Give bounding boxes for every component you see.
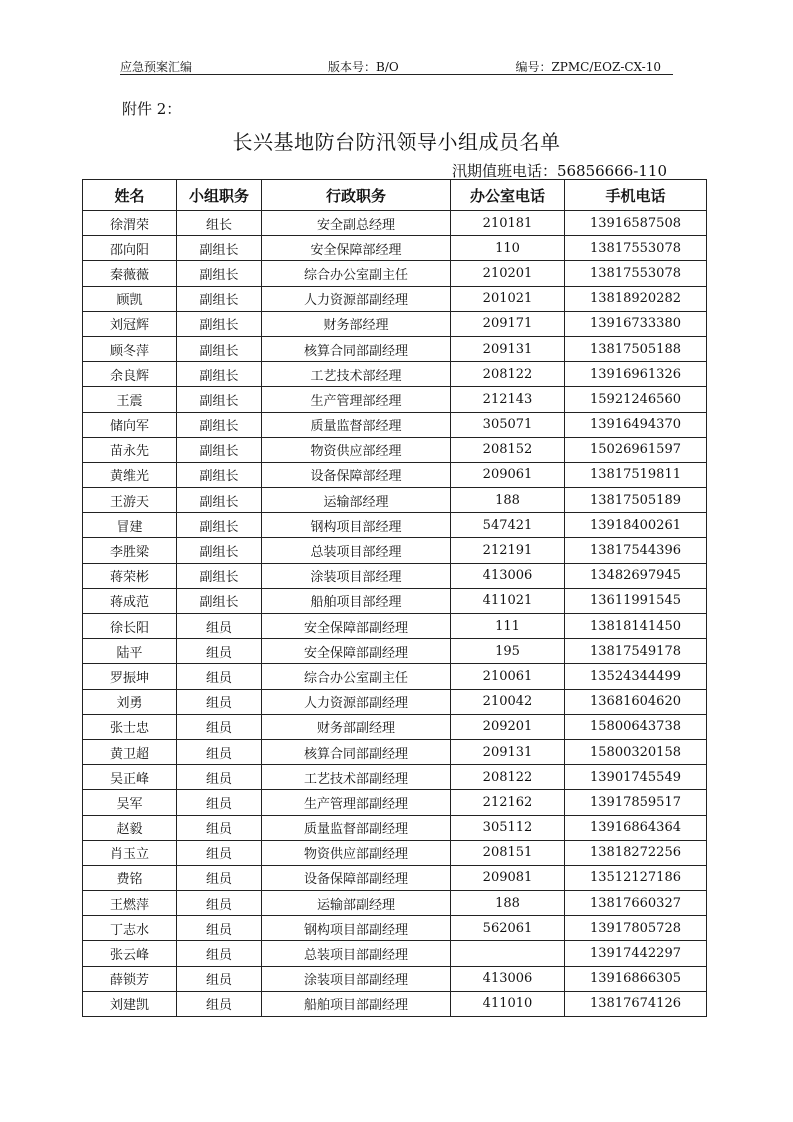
cell-mobile-phone: 13916587508	[565, 211, 707, 236]
cell-admin-title: 工艺技术部副经理	[262, 765, 451, 790]
cell-name: 徐长阳	[83, 614, 177, 639]
table-row	[83, 639, 707, 664]
cell-office-phone: 209131	[451, 739, 565, 764]
cell-mobile-phone: 13901745549	[565, 765, 707, 790]
cell-office-phone: 209201	[451, 714, 565, 739]
cell-group-role: 副组长	[177, 488, 262, 513]
cell-office-phone: 413006	[451, 563, 565, 588]
table-row	[83, 614, 707, 639]
cell-group-role: 副组长	[177, 362, 262, 387]
cell-mobile-phone: 13817505189	[565, 488, 707, 513]
table-row	[83, 336, 707, 361]
cell-mobile-phone: 13817553078	[565, 236, 707, 261]
table-row	[83, 714, 707, 739]
cell-mobile-phone: 13817544396	[565, 538, 707, 563]
cell-name: 苗永先	[83, 437, 177, 462]
cell-mobile-phone: 13681604620	[565, 689, 707, 714]
table-row	[83, 739, 707, 764]
table-header-row	[83, 180, 707, 211]
cell-name: 蒋荣彬	[83, 563, 177, 588]
members-table	[82, 179, 707, 1017]
cell-office-phone: 305112	[451, 815, 565, 840]
attachment-label: 附件 2：	[122, 100, 182, 118]
cell-group-role: 组员	[177, 966, 262, 991]
cell-group-role: 组员	[177, 639, 262, 664]
table-row	[83, 462, 707, 487]
table-row	[83, 362, 707, 387]
table-row	[83, 790, 707, 815]
cell-office-phone: 212143	[451, 387, 565, 412]
cell-mobile-phone: 15026961597	[565, 437, 707, 462]
cell-group-role: 组员	[177, 664, 262, 689]
column-header-name: 姓名	[83, 180, 177, 211]
cell-mobile-phone: 15921246560	[565, 387, 707, 412]
cell-office-phone: 411010	[451, 991, 565, 1016]
cell-admin-title: 钢构项目部副经理	[262, 916, 451, 941]
table-row	[83, 840, 707, 865]
table-row	[83, 311, 707, 336]
cell-office-phone: 209131	[451, 336, 565, 361]
cell-group-role: 副组长	[177, 261, 262, 286]
page-header	[120, 58, 673, 75]
cell-admin-title: 质量监督部经理	[262, 412, 451, 437]
cell-mobile-phone: 13916864364	[565, 815, 707, 840]
cell-admin-title: 生产管理部经理	[262, 387, 451, 412]
cell-mobile-phone: 13817553078	[565, 261, 707, 286]
cell-group-role: 副组长	[177, 588, 262, 613]
cell-office-phone: 210181	[451, 211, 565, 236]
header-document-number: 编号：ZPMC/EOZ-CX-10	[515, 60, 661, 74]
cell-group-role: 副组长	[177, 236, 262, 261]
cell-group-role: 组员	[177, 916, 262, 941]
cell-group-role: 副组长	[177, 437, 262, 462]
cell-name: 秦薇薇	[83, 261, 177, 286]
cell-name: 黄卫超	[83, 739, 177, 764]
cell-admin-title: 质量监督部副经理	[262, 815, 451, 840]
cell-admin-title: 综合办公室副主任	[262, 664, 451, 689]
cell-mobile-phone: 13817505188	[565, 336, 707, 361]
cell-name: 张士忠	[83, 714, 177, 739]
cell-office-phone: 208152	[451, 437, 565, 462]
cell-group-role: 组员	[177, 614, 262, 639]
cell-group-role: 副组长	[177, 387, 262, 412]
cell-mobile-phone: 13817549178	[565, 639, 707, 664]
table-row	[83, 261, 707, 286]
cell-admin-title: 涂装项目部经理	[262, 563, 451, 588]
cell-office-phone: 110	[451, 236, 565, 261]
cell-group-role: 副组长	[177, 538, 262, 563]
cell-admin-title: 总装项目部副经理	[262, 941, 451, 966]
cell-group-role: 副组长	[177, 311, 262, 336]
cell-admin-title: 总装项目部经理	[262, 538, 451, 563]
cell-mobile-phone: 13818920282	[565, 286, 707, 311]
cell-admin-title: 核算合同部副经理	[262, 336, 451, 361]
cell-name: 顾冬萍	[83, 336, 177, 361]
cell-group-role: 组员	[177, 941, 262, 966]
cell-admin-title: 运输部副经理	[262, 891, 451, 916]
cell-mobile-phone: 13611991545	[565, 588, 707, 613]
duty-hotline: 汛期值班电话：56856666-110	[451, 162, 667, 180]
cell-group-role: 副组长	[177, 412, 262, 437]
cell-office-phone: 210042	[451, 689, 565, 714]
cell-name: 刘勇	[83, 689, 177, 714]
cell-admin-title: 设备保障部经理	[262, 462, 451, 487]
cell-office-phone: 188	[451, 488, 565, 513]
cell-group-role: 组员	[177, 714, 262, 739]
cell-name: 吴正峰	[83, 765, 177, 790]
cell-group-role: 组员	[177, 689, 262, 714]
cell-group-role: 组员	[177, 790, 262, 815]
cell-office-phone: 411021	[451, 588, 565, 613]
cell-name: 费铭	[83, 865, 177, 890]
cell-mobile-phone: 13818141450	[565, 614, 707, 639]
header-document-collection: 应急预案汇编	[120, 60, 193, 74]
table-row	[83, 765, 707, 790]
cell-office-phone: 188	[451, 891, 565, 916]
cell-name: 赵毅	[83, 815, 177, 840]
cell-mobile-phone: 15800643738	[565, 714, 707, 739]
column-header-mobile-phone: 手机电话	[565, 180, 707, 211]
cell-admin-title: 物资供应部副经理	[262, 840, 451, 865]
cell-admin-title: 船舶项目部经理	[262, 588, 451, 613]
cell-mobile-phone: 13917442297	[565, 941, 707, 966]
page-title: 长兴基地防台防汛领导小组成员名单	[232, 130, 561, 154]
cell-office-phone: 413006	[451, 966, 565, 991]
cell-admin-title: 人力资源部副经理	[262, 689, 451, 714]
cell-mobile-phone: 13524344499	[565, 664, 707, 689]
cell-group-role: 组员	[177, 891, 262, 916]
table-row	[83, 966, 707, 991]
cell-office-phone: 209081	[451, 865, 565, 890]
cell-name: 张云峰	[83, 941, 177, 966]
cell-group-role: 副组长	[177, 563, 262, 588]
cell-name: 王震	[83, 387, 177, 412]
cell-group-role: 组长	[177, 211, 262, 236]
cell-name: 刘冠辉	[83, 311, 177, 336]
cell-admin-title: 安全保障部经理	[262, 236, 451, 261]
cell-admin-title: 设备保障部副经理	[262, 865, 451, 890]
cell-group-role: 副组长	[177, 513, 262, 538]
cell-name: 吴军	[83, 790, 177, 815]
cell-admin-title: 人力资源部副经理	[262, 286, 451, 311]
cell-mobile-phone: 13916733380	[565, 311, 707, 336]
cell-name: 黄维光	[83, 462, 177, 487]
cell-mobile-phone: 13916961326	[565, 362, 707, 387]
column-header-office-phone: 办公室电话	[451, 180, 565, 211]
cell-name: 陆平	[83, 639, 177, 664]
cell-admin-title: 运输部经理	[262, 488, 451, 513]
cell-mobile-phone: 13817660327	[565, 891, 707, 916]
cell-admin-title: 生产管理部副经理	[262, 790, 451, 815]
cell-office-phone: 562061	[451, 916, 565, 941]
column-header-group-role: 小组职务	[177, 180, 262, 211]
cell-mobile-phone: 13818272256	[565, 840, 707, 865]
table-row	[83, 865, 707, 890]
cell-admin-title: 钢构项目部经理	[262, 513, 451, 538]
cell-mobile-phone: 13918400261	[565, 513, 707, 538]
table-row	[83, 891, 707, 916]
cell-admin-title: 财务部副经理	[262, 714, 451, 739]
cell-group-role: 组员	[177, 840, 262, 865]
cell-admin-title: 工艺技术部经理	[262, 362, 451, 387]
table-row	[83, 236, 707, 261]
cell-admin-title: 涂装项目部副经理	[262, 966, 451, 991]
table-row	[83, 689, 707, 714]
cell-name: 邵向阳	[83, 236, 177, 261]
table-row	[83, 387, 707, 412]
cell-group-role: 副组长	[177, 336, 262, 361]
table-body	[83, 211, 707, 1017]
cell-name: 肖玉立	[83, 840, 177, 865]
cell-group-role: 组员	[177, 815, 262, 840]
cell-admin-title: 安全保障部副经理	[262, 614, 451, 639]
cell-name: 王游天	[83, 488, 177, 513]
cell-office-phone	[451, 941, 565, 966]
cell-admin-title: 财务部经理	[262, 311, 451, 336]
table-row	[83, 664, 707, 689]
cell-name: 储向军	[83, 412, 177, 437]
cell-office-phone: 201021	[451, 286, 565, 311]
table-row	[83, 538, 707, 563]
table-row	[83, 488, 707, 513]
cell-mobile-phone: 13817519811	[565, 462, 707, 487]
cell-admin-title: 安全副总经理	[262, 211, 451, 236]
cell-name: 顾凯	[83, 286, 177, 311]
cell-office-phone: 212191	[451, 538, 565, 563]
cell-group-role: 组员	[177, 739, 262, 764]
cell-office-phone: 209061	[451, 462, 565, 487]
cell-mobile-phone: 13917859517	[565, 790, 707, 815]
table-row	[83, 211, 707, 236]
cell-admin-title: 船舶项目部副经理	[262, 991, 451, 1016]
cell-group-role: 组员	[177, 765, 262, 790]
cell-name: 余良辉	[83, 362, 177, 387]
column-header-admin-title: 行政职务	[262, 180, 451, 211]
cell-group-role: 副组长	[177, 462, 262, 487]
table-row	[83, 513, 707, 538]
cell-mobile-phone: 13917805728	[565, 916, 707, 941]
cell-admin-title: 物资供应部经理	[262, 437, 451, 462]
cell-group-role: 组员	[177, 991, 262, 1016]
table-row	[83, 286, 707, 311]
table-row	[83, 588, 707, 613]
cell-mobile-phone: 13916866305	[565, 966, 707, 991]
cell-mobile-phone: 13916494370	[565, 412, 707, 437]
cell-mobile-phone: 13817674126	[565, 991, 707, 1016]
cell-office-phone: 111	[451, 614, 565, 639]
cell-office-phone: 547421	[451, 513, 565, 538]
cell-admin-title: 安全保障部副经理	[262, 639, 451, 664]
cell-group-role: 副组长	[177, 286, 262, 311]
cell-name: 薛锁芳	[83, 966, 177, 991]
cell-name: 蒋成范	[83, 588, 177, 613]
cell-office-phone: 208151	[451, 840, 565, 865]
cell-mobile-phone: 13482697945	[565, 563, 707, 588]
table-row	[83, 815, 707, 840]
cell-name: 王燃萍	[83, 891, 177, 916]
table-row	[83, 916, 707, 941]
cell-admin-title: 核算合同部副经理	[262, 739, 451, 764]
table-row	[83, 437, 707, 462]
table-row	[83, 941, 707, 966]
cell-office-phone: 212162	[451, 790, 565, 815]
cell-office-phone: 195	[451, 639, 565, 664]
cell-office-phone: 305071	[451, 412, 565, 437]
cell-name: 罗振坤	[83, 664, 177, 689]
table-row	[83, 412, 707, 437]
cell-name: 徐渭荣	[83, 211, 177, 236]
table-row	[83, 563, 707, 588]
cell-office-phone: 210061	[451, 664, 565, 689]
cell-name: 李胜梁	[83, 538, 177, 563]
cell-name: 丁志水	[83, 916, 177, 941]
cell-mobile-phone: 13512127186	[565, 865, 707, 890]
cell-office-phone: 208122	[451, 765, 565, 790]
cell-office-phone: 209171	[451, 311, 565, 336]
table-row	[83, 991, 707, 1016]
cell-mobile-phone: 15800320158	[565, 739, 707, 764]
cell-office-phone: 210201	[451, 261, 565, 286]
cell-name: 冒建	[83, 513, 177, 538]
header-version: 版本号：B/O	[328, 60, 399, 74]
cell-group-role: 组员	[177, 865, 262, 890]
cell-office-phone: 208122	[451, 362, 565, 387]
cell-admin-title: 综合办公室副主任	[262, 261, 451, 286]
cell-name: 刘建凯	[83, 991, 177, 1016]
